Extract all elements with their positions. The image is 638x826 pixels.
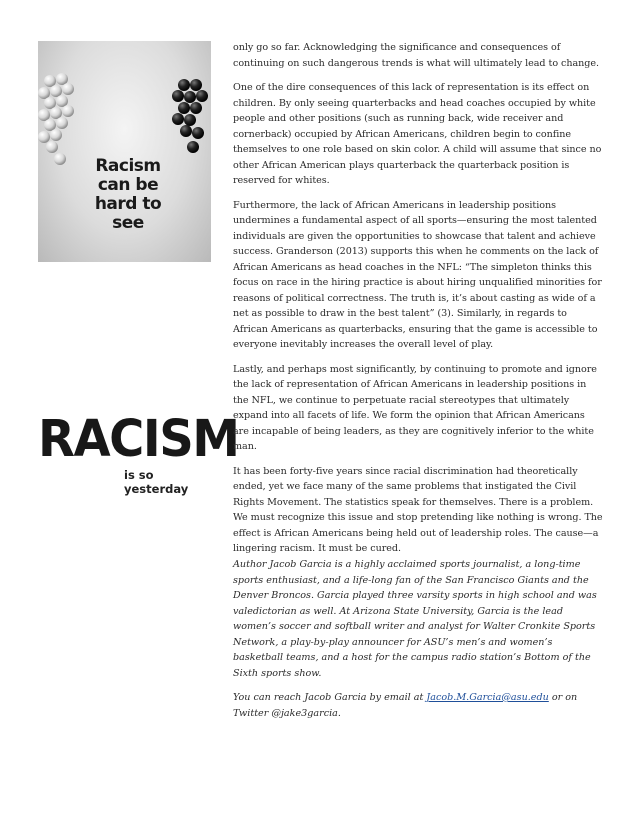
image-text-line: Racism (95, 156, 161, 176)
racism-title: RACISM (38, 409, 239, 469)
racism-subtitle: is so yesterday (124, 468, 189, 496)
article-paragraph: Lastly, and perhaps most significantly, by continuing to promote and ignore the lack of representation of African Americans in leadership positions in the NFL, we continue to perpetuate racial stereotypes that ultimately expand into all facets of life. We form the opinion that African Americans are incapable of being leaders, as they are cognitively inferior to the white man. (233, 363, 597, 452)
racism-hard-to-see-image (38, 41, 211, 262)
image-text-line: can be (97, 175, 159, 195)
author-bio (233, 557, 603, 730)
email-link[interactable]: Jacob.M.Garcia@asu.edu (426, 692, 549, 703)
article-paragraph: It has been forty-five years since racial discrimination had theoretically ended, yet we face many of the same problems that instigated the Civil Rights Movement. The statistics speak for themselves. There is a problem. We must recognize this issue and stop pretending like nothing is wrong. The effect is African Americans being held out of leadership roles. The cause—a lingering racism. It must be cured. (233, 465, 603, 554)
article-paragraph: Furthermore, the lack of African Americans in leadership positions undermines a fundamental aspect of all sports—ensuring the most talented individuals are given the opportunities to showcase that talent and achieve success. Granderson (2013) supports this when he comments on the lack of African Americans as head coaches in the NFL: “The simpleton thinks this focus on race in the hiring practice is about hiring unqualified minorities for reasons of political correctness. The truth is, it’s about casting as wide of a net as possible to draw in the best talent” (3). Similarly, in regards to African Americans as quarterbacks, ensuring that the game is accessible to everyone inevitably increases the overall level of play. (233, 199, 602, 350)
image-text-line: hard to see (94, 194, 162, 233)
article-paragraph: only go so far. Acknowledging the significance and consequences of continuing on such dangerous trends is what will ultimately lead to change. (233, 42, 600, 69)
article-body (233, 40, 603, 566)
racism-hard-to-see-text (88, 157, 168, 233)
article-paragraph: One of the dire consequences of this lack of representation is its effect on children. By only seeing quarterbacks and head coaches occupied by white people and other positions (such as running back, wide receiver and cornerback) occupied by African Americans, children begin to confine themselves to one role based on skin color. A child will assume that since no other African American plays quarterback the quarterback position is reserved for whites. (233, 82, 602, 186)
contact-suffix: or on Twitter @jake3garcia. (233, 692, 578, 719)
racism-so-yesterday-image (38, 409, 239, 496)
author-contact (233, 690, 603, 721)
contact-prefix: You can reach Jacob Garcia by email at (233, 692, 427, 703)
author-bio-text: Author Jacob Garcia is a highly acclaimed sports journalist, a long-time sports enthusiast, and a life-long fan of the San Francisco Giants and the Denver Broncos. Garcia played three varsity sports in high school and was valedictorian as well. At Arizona State University, Garcia is the lead women’s soccer and softball writer and analyst for Walter Cronkite Sports Network, a play-by-play announcer for ASU’s men’s and women’s basketball teams, and a host for the campus radio station’s Bottom of the Sixth sports show. (233, 559, 597, 679)
